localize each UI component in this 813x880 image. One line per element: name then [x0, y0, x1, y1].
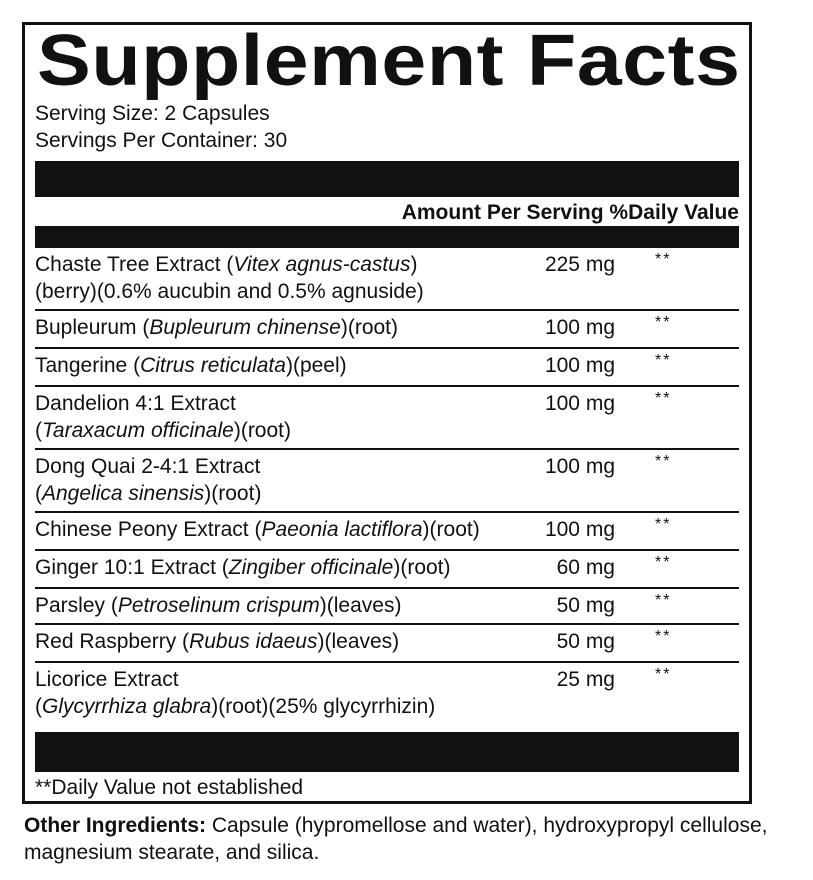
- table-row: [35, 589, 739, 625]
- table-row: [35, 663, 739, 719]
- ingredient-daily-value: **: [655, 251, 672, 268]
- table-row: [35, 450, 739, 513]
- serving-size: Serving Size: 2 Capsules: [35, 102, 270, 125]
- ingredient-latin-name: Paeonia lactiflora: [261, 518, 423, 541]
- ingredient-name: [35, 390, 505, 444]
- ingredient-name-line: Ginger 10:1 Extract (Zingiber officinale)(root): [35, 556, 451, 579]
- ingredient-amount: 50 mg: [556, 594, 615, 617]
- ingredient-table: [35, 248, 739, 719]
- ingredient-amount: 50 mg: [556, 630, 615, 653]
- ingredient-name-line: Red Raspberry (Rubus idaeus)(leaves): [35, 630, 400, 653]
- ingredient-name-line: Parsley (Petroselinum crispum)(leaves): [35, 594, 402, 617]
- ingredient-daily-value: **: [655, 390, 672, 407]
- ingredient-detail-line: (Glycyrrhiza glabra)(root)(25% glycyrrhizin): [35, 695, 436, 718]
- supplement-facts-panel: [22, 22, 752, 804]
- ingredient-daily-value: **: [655, 352, 672, 369]
- ingredient-name: [35, 314, 505, 341]
- divider-bottom: [35, 732, 739, 772]
- ingredient-amount: 100 mg: [544, 518, 615, 541]
- ingredient-detail-line: (berry)(0.6% aucubin and 0.5% agnuside): [35, 280, 424, 303]
- ingredient-latin-name: Petroselinum crispum: [117, 594, 320, 617]
- ingredient-name: [35, 453, 505, 507]
- ingredient-latin-name: Glycyrrhiza glabra: [42, 695, 212, 718]
- column-header: Amount Per Serving %Daily Value: [401, 201, 739, 224]
- ingredient-amount: 100 mg: [544, 392, 615, 415]
- table-row: [35, 551, 739, 589]
- ingredient-amount: 100 mg: [544, 354, 615, 377]
- table-row: [35, 311, 739, 349]
- ingredient-name: [35, 554, 505, 581]
- divider-thick: [35, 161, 739, 197]
- ingredient-daily-value: **: [655, 628, 672, 645]
- table-row: [35, 513, 739, 551]
- ingredient-latin-name: Citrus reticulata: [140, 354, 286, 377]
- table-row: [35, 248, 739, 311]
- ingredient-daily-value: **: [655, 666, 672, 683]
- daily-value-footnote: **Daily Value not established: [35, 776, 304, 799]
- ingredient-name: [35, 251, 505, 305]
- ingredient-detail-line: (Angelica sinensis)(root): [35, 482, 262, 505]
- other-ingredients-text: Capsule (hypromellose and water), hydroxypropyl cellulose, magnesium stearate, and silica.: [24, 814, 768, 864]
- ingredient-daily-value: **: [655, 516, 672, 533]
- ingredient-name-line: Dong Quai 2-4:1 Extract: [35, 455, 261, 478]
- ingredient-latin-name: Vitex agnus-castus: [233, 253, 411, 276]
- ingredient-latin-name: Taraxacum officinale: [42, 419, 234, 442]
- ingredient-name: [35, 666, 505, 720]
- ingredient-amount: 60 mg: [556, 556, 615, 579]
- ingredient-name-line: Tangerine (Citrus reticulata)(peel): [35, 354, 347, 377]
- ingredient-daily-value: **: [655, 453, 672, 470]
- table-row: [35, 349, 739, 387]
- ingredient-name-line: Licorice Extract: [35, 668, 179, 691]
- other-ingredients: [24, 812, 784, 866]
- ingredient-amount: 100 mg: [544, 455, 615, 478]
- table-row: [35, 387, 739, 450]
- ingredient-daily-value: **: [655, 314, 672, 331]
- ingredient-daily-value: **: [655, 592, 672, 609]
- ingredient-latin-name: Bupleurum chinense: [149, 316, 341, 339]
- ingredient-name-line: Chinese Peony Extract (Paeonia lactiflora)(root): [35, 518, 480, 541]
- ingredient-amount: 225 mg: [544, 253, 615, 276]
- ingredient-name-line: Dandelion 4:1 Extract: [35, 392, 236, 415]
- divider-medium: [35, 226, 739, 248]
- ingredient-detail-line: (Taraxacum officinale)(root): [35, 419, 291, 442]
- servings-per-container: Servings Per Container: 30: [35, 129, 288, 152]
- ingredient-latin-name: Zingiber officinale: [228, 556, 394, 579]
- ingredient-daily-value: **: [655, 554, 672, 571]
- ingredient-name-line: Chaste Tree Extract (Vitex agnus-castus): [35, 253, 418, 276]
- ingredient-latin-name: Rubus idaeus: [189, 630, 318, 653]
- other-ingredients-label: Other Ingredients:: [24, 814, 207, 837]
- ingredient-name: [35, 628, 505, 655]
- ingredient-name: [35, 352, 505, 379]
- ingredient-name-line: Bupleurum (Bupleurum chinense)(root): [35, 316, 399, 339]
- panel-title: Supplement Facts: [37, 21, 741, 101]
- ingredient-latin-name: Angelica sinensis: [42, 482, 205, 505]
- ingredient-name: [35, 592, 505, 619]
- table-row: [35, 625, 739, 663]
- ingredient-amount: 100 mg: [544, 316, 615, 339]
- ingredient-name: [35, 516, 505, 543]
- ingredient-amount: 25 mg: [556, 668, 615, 691]
